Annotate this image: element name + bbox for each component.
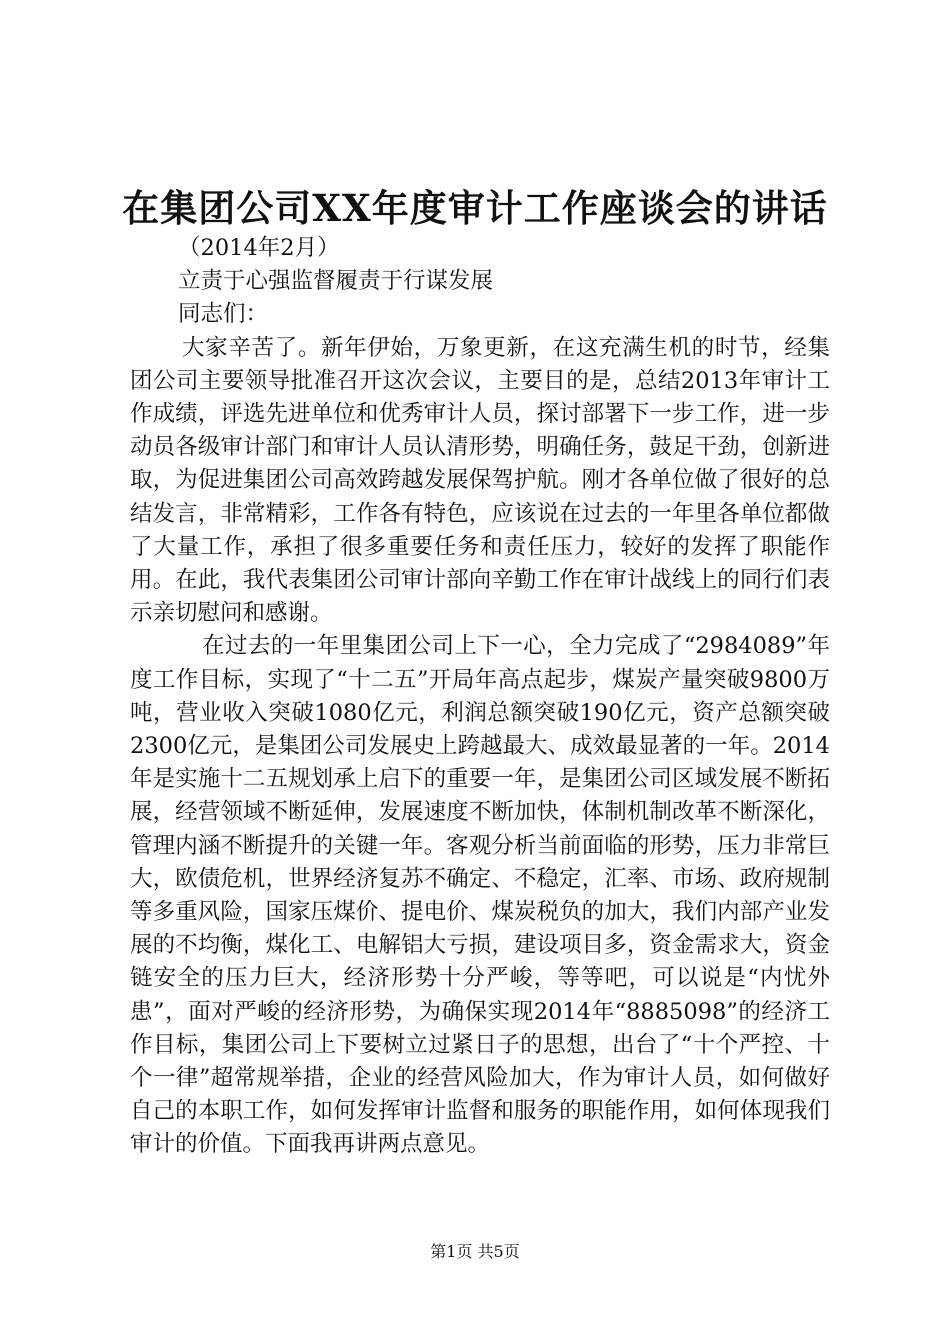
subtitle: 立责于心强监督履责于行谋发展: [178, 268, 494, 295]
page-footer: 第1页 共5页: [430, 1242, 520, 1261]
date-line: （2014年2月）: [178, 235, 340, 261]
paragraph-2: 在过去的一年里集团公司上下一心，全力完成了“2984089”年度工作目标，实现了“十二五”开局年高点起步，煤炭产量突破9800万吨，营业收入突破1080亿元，利润总额突破190亿元，资产总额突破2300亿元，是集团公司发展史上跨越最大、成效最显著的一年。2014年是实施十二五规划承上启下的重要一年，是集团公司区域发展不断拓展，经营领域不断延伸，发展速度不断加快，体制机制改革不断深化，管理内涵不断提升的关键一年。客观分析当前面临的形势，压力非常巨大，欧债危机，世界经济复苏不确定、不稳定，汇率、市场、政府规制等多重风险，国家压煤价、提电价、煤炭税负的加大，我们内部产业发展的不均衡，煤化工、电解铝大亏损，建设项目多，资金需求大，资金链安全的压力巨大，经济形势十分严峻，等等吧，可以说是“内忧外患”，面对严峻的经济形势，为确保实现2014年“8885098”的经济工作目标，集团公司上下要树立过紧日子的思想，出台了“十个严控、十个一律”超常规举措，企业的经营风险加大，作为审计人员，如何做好自己的本职工作，如何发挥审计监督和服务的职能作用，如何体现我们审计的价值。下面我再讲两点意见。: [130, 633, 830, 1158]
document-body: [130, 232, 830, 1162]
salutation: 同志们：: [178, 301, 269, 328]
paragraph-1: 大家辛苦了。新年伊始，万象更新，在这充满生机的时节，经集团公司主要领导批准召开这次会议，主要目的是，总结2013年审计工作成绩，评选先进单位和优秀审计人员，探讨部署下一步工作，进一步动员各级审计部门和审计人员认清形势，明确任务，鼓足干劲，创新进取，为促进集团公司高效跨越发展保驾护航。刚才各单位做了很好的总结发言，非常精彩，工作各有特色，应该说在过去的一年里各单位都做了大量工作，承担了很多重要任务和责任压力，较好的发挥了职能作用。在此，我代表集团公司审计部向辛勤工作在审计战线上的同行们表示亲切慰问和感谢。: [130, 334, 830, 627]
document-title: 在集团公司XX年度审计工作座谈会的讲话: [122, 186, 828, 230]
